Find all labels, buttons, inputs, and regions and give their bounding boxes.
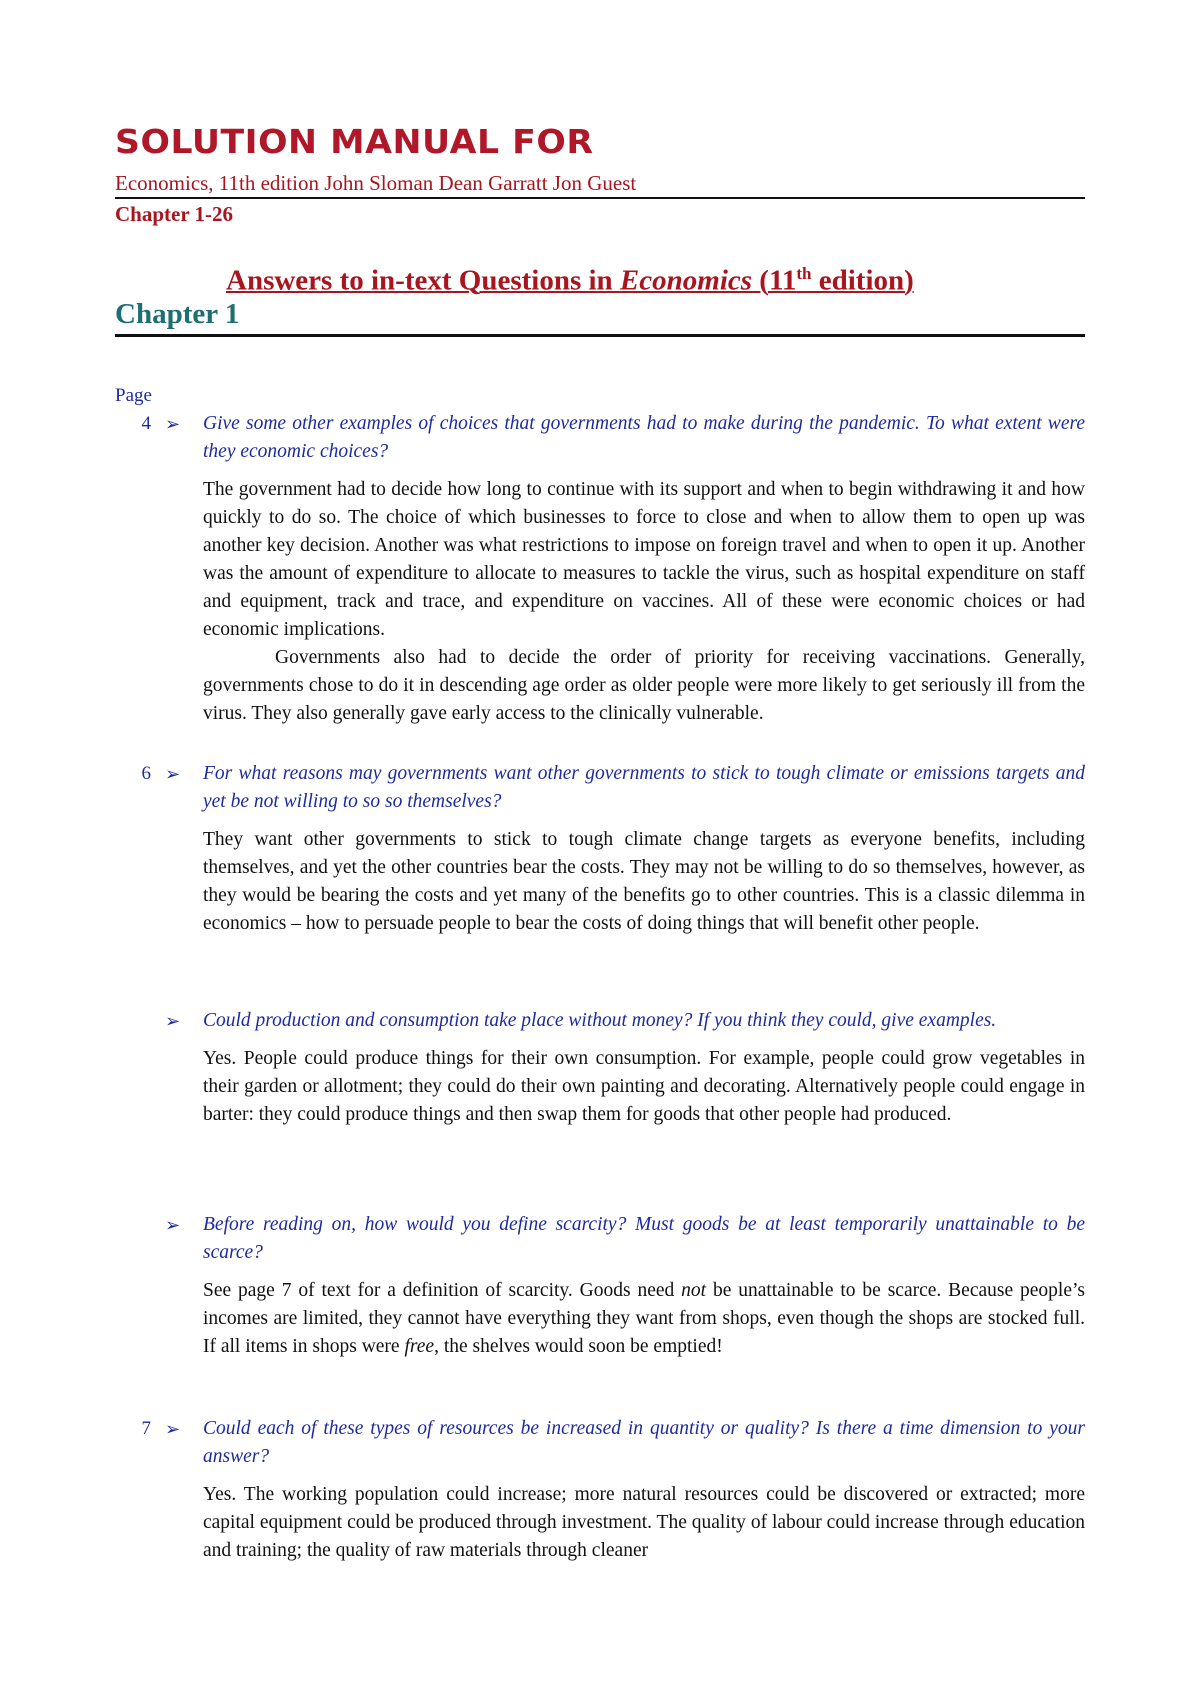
question-block	[115, 1007, 1085, 1129]
arrow-bullet-icon: ➢	[165, 1215, 181, 1235]
question-block	[115, 760, 1085, 938]
arrow-bullet-icon: ➢	[165, 414, 181, 434]
arrow-bullet-icon: ➢	[165, 764, 181, 784]
chapter-heading: Chapter 1	[115, 296, 1085, 337]
manual-title: SOLUTION MANUAL FOR	[115, 122, 594, 161]
heading-book-title: Economics	[619, 264, 753, 297]
page-number: 7	[141, 1418, 151, 1439]
heading-prefix: Answers to in-text Questions in	[226, 264, 620, 297]
book-citation: Economics, 11th edition John Sloman Dean Garratt Jon Guest	[115, 170, 1085, 199]
answer-run: See page 7 of text for a definition of scarcity. Goods need	[203, 1280, 682, 1301]
answer-run: be unattainable to be scarce. Because people’s incomes are limited, they cannot have everything they want from shops, even though the shops are stocked full. If all items in shops were	[203, 1280, 1085, 1357]
page-number: 4	[141, 413, 151, 434]
answer-emphasis: free	[404, 1336, 435, 1357]
arrow-bullet-icon: ➢	[165, 1011, 181, 1031]
arrow-bullet-icon: ➢	[165, 1419, 181, 1439]
question-block	[115, 410, 1085, 728]
answer-paragraph: Yes. The working population could increase; more natural resources could be discovered or extracted; more capital equipment could be produced through investment. The quality of labour could increase through education and training; the quality of raw materials through cleaner	[203, 1484, 1085, 1561]
answer-run: , the shelves would soon be emptied!	[434, 1336, 723, 1357]
heading-edition-close: edition)	[811, 264, 914, 297]
question-block	[115, 1211, 1085, 1361]
answer-text	[203, 826, 1085, 938]
heading-edition-suffix: th	[796, 264, 812, 283]
page-number: 6	[141, 763, 151, 784]
answer-paragraph: They want other governments to stick to tough climate change targets as everyone benefits, including themselves, and yet the other countries bear the costs. They may not be willing to do so themselves, however, as they would be bearing the costs and yet many of the benefits go to other countries. This is a classic dilemma in economics – how to persuade people to bear the costs of doing things that will benefit other people.	[203, 829, 1085, 934]
answer-paragraph: Governments also had to decide the order of priority for receiving vaccinations. Generally, governments chose to do it in descending age order as older people were more likely to get seriously ill from the virus. They also generally gave early access to the clinically vulnerable.	[203, 647, 1085, 724]
answer-paragraph: Yes. People could produce things for their own consumption. For example, people could grow vegetables in their garden or allotment; they could do their own painting and decorating. Alternatively people could engage in barter: they could produce things and then swap them for goods that other people had produced.	[203, 1048, 1085, 1125]
question-block	[115, 1415, 1085, 1565]
answers-heading	[226, 256, 914, 299]
answer-text	[203, 1481, 1085, 1565]
question-text: For what reasons may governments want other governments to stick to tough climate or emissions targets and yet be not willing to so so themselves?	[203, 763, 1085, 812]
answer-paragraph: The government had to decide how long to continue with its support and when to begin withdrawing it and how quickly to do so. The choice of which businesses to force to close and when to allow them to open up was another key decision. Another was what restrictions to impose on foreign travel and when to open it up. Another was the amount of expenditure to allocate to measures to tackle the virus, such as hospital expenditure on staff and equipment, track and trace, and expenditure on vaccines. All of these were economic choices or had economic implications.	[203, 479, 1085, 640]
question-text: Could each of these types of resources be increased in quantity or quality? Is there a time dimension to your answer?	[203, 1418, 1085, 1467]
question-text: Give some other examples of choices that governments had to make during the pandemic. To what extent were they economic choices?	[203, 413, 1085, 462]
answer-text	[203, 1277, 1085, 1361]
heading-edition-open: (11	[752, 264, 797, 297]
answer-text	[203, 476, 1085, 728]
page-column-label: Page	[115, 385, 152, 406]
question-text: Before reading on, how would you define scarcity? Must goods be at least temporarily unattainable to be scarce?	[203, 1214, 1085, 1263]
answer-text	[203, 1045, 1085, 1129]
question-text: Could production and consumption take place without money? If you think they could, give examples.	[203, 1010, 997, 1031]
answer-emphasis: not	[681, 1280, 707, 1301]
answer-paragraph	[203, 1277, 1085, 1361]
chapter-range: Chapter 1-26	[115, 202, 234, 226]
